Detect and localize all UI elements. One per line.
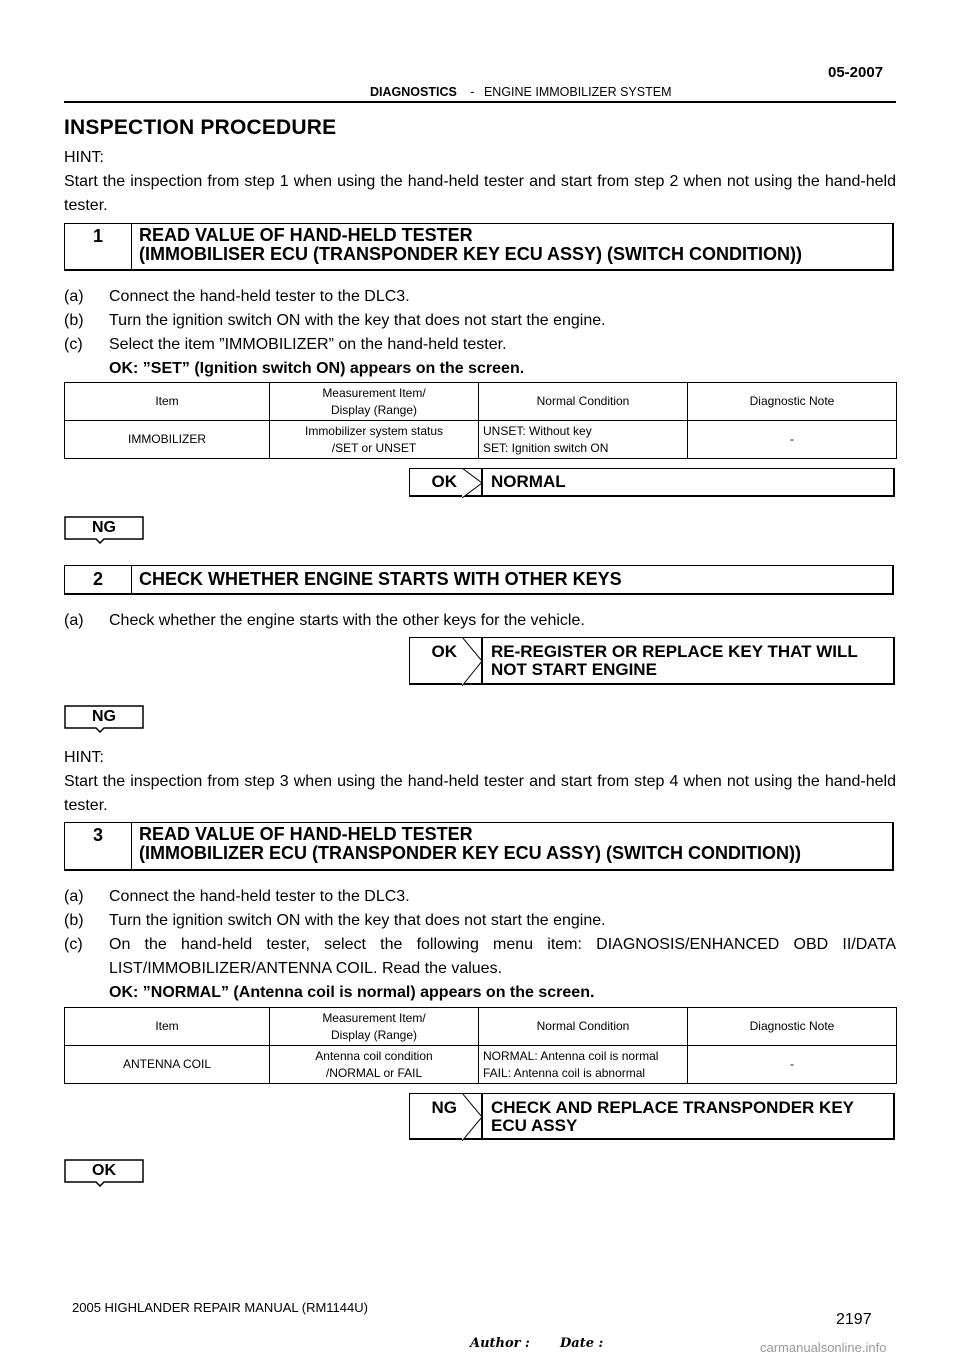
data-table bbox=[64, 1007, 897, 1084]
table-row bbox=[65, 1046, 897, 1084]
table-cell: - bbox=[688, 421, 897, 459]
page-title: INSPECTION PROCEDURE bbox=[64, 116, 337, 139]
table-header-row bbox=[65, 1008, 897, 1046]
result-tag: OK bbox=[409, 637, 482, 685]
table-header: Item bbox=[65, 383, 270, 421]
arrow-right-icon bbox=[462, 637, 484, 686]
flow-tag: NG bbox=[92, 519, 116, 536]
arrow-right-icon bbox=[462, 1093, 484, 1141]
flow-tag: NG bbox=[92, 708, 116, 725]
section-header bbox=[370, 85, 671, 99]
result-tag: NG bbox=[409, 1093, 482, 1140]
step-number: 1 bbox=[65, 224, 132, 269]
table-cell: Immobilizer system status /SET or UNSET bbox=[270, 421, 479, 459]
step-number: 3 bbox=[65, 823, 132, 869]
section-separator: - bbox=[470, 85, 475, 99]
flow-tag: OK bbox=[92, 1162, 116, 1179]
table-header-row bbox=[65, 383, 897, 421]
table-header: Item bbox=[65, 1008, 270, 1046]
result-tag: OK bbox=[409, 468, 482, 497]
table-cell: UNSET: Without key SET: Ignition switch ON bbox=[479, 421, 688, 459]
manual-footer: 2005 HIGHLANDER REPAIR MANUAL (RM1144U) bbox=[72, 1300, 368, 1315]
hint-label: HINT: bbox=[64, 749, 104, 766]
table-header: Normal Condition bbox=[479, 1008, 688, 1046]
watermark: carmanualsonline.info bbox=[760, 1340, 887, 1355]
date-label: Date : bbox=[560, 1336, 604, 1351]
section-name: DIAGNOSTICS bbox=[370, 85, 457, 99]
table-cell: NORMAL: Antenna coil is normal FAIL: Antenna coil is abnormal bbox=[479, 1046, 688, 1084]
step-2-header bbox=[64, 565, 894, 595]
page-number: 2197 bbox=[836, 1311, 872, 1328]
table-cell: IMMOBILIZER bbox=[65, 421, 270, 459]
data-table bbox=[64, 382, 897, 459]
step-3-header bbox=[64, 822, 894, 871]
page-code: 05-2007 bbox=[828, 64, 884, 81]
table-cell: Antenna coil condition /NORMAL or FAIL bbox=[270, 1046, 479, 1084]
step-title: CHECK WHETHER ENGINE STARTS WITH OTHER KEYS bbox=[139, 569, 622, 589]
table-header: Diagnostic Note bbox=[688, 383, 897, 421]
step-title: READ VALUE OF HAND-HELD TESTER (IMMOBILIZER ECU (TRANSPONDER KEY ECU ASSY) (SWITCH CONDITION)) bbox=[139, 824, 801, 863]
header-rule bbox=[64, 101, 896, 103]
result-box: RE-REGISTER OR REPLACE KEY THAT WILL NOT START ENGINE bbox=[482, 637, 895, 685]
table-header: Measurement Item/ Display (Range) bbox=[270, 383, 479, 421]
table-cell: ANTENNA COIL bbox=[65, 1046, 270, 1084]
subsection-name: ENGINE IMMOBILIZER SYSTEM bbox=[483, 85, 672, 99]
list-item: (c) On the hand-held tester, select the following menu item: DIAGNOSIS/ENHANCED OBD II/DATA LIST/IMMOBILIZER/ANTENNA COIL. Read the values. bbox=[64, 936, 896, 977]
hint-text: Start the inspection from step 1 when using the hand-held tester and start from step 2 when not using the hand-held tester. bbox=[64, 173, 896, 214]
result-box: NORMAL bbox=[482, 468, 895, 497]
table-header: Diagnostic Note bbox=[688, 1008, 897, 1046]
result-box: CHECK AND REPLACE TRANSPONDER KEY ECU ASSY bbox=[482, 1093, 895, 1140]
step-1-header bbox=[64, 223, 894, 271]
step-number: 2 bbox=[65, 566, 132, 593]
hint-label: HINT: bbox=[64, 149, 104, 166]
table-header: Measurement Item/ Display (Range) bbox=[270, 1008, 479, 1046]
author-label: Author : bbox=[470, 1336, 530, 1351]
table-row bbox=[65, 421, 897, 459]
table-header: Normal Condition bbox=[479, 383, 688, 421]
step-title: READ VALUE OF HAND-HELD TESTER (IMMOBILISER ECU (TRANSPONDER KEY ECU ASSY) (SWITCH CONDITION)) bbox=[139, 225, 803, 264]
table-cell: - bbox=[688, 1046, 897, 1084]
arrow-right-icon bbox=[462, 468, 484, 498]
hint-text: Start the inspection from step 3 when using the hand-held tester and start from step 4 when not using the hand-held tester. bbox=[64, 773, 896, 814]
